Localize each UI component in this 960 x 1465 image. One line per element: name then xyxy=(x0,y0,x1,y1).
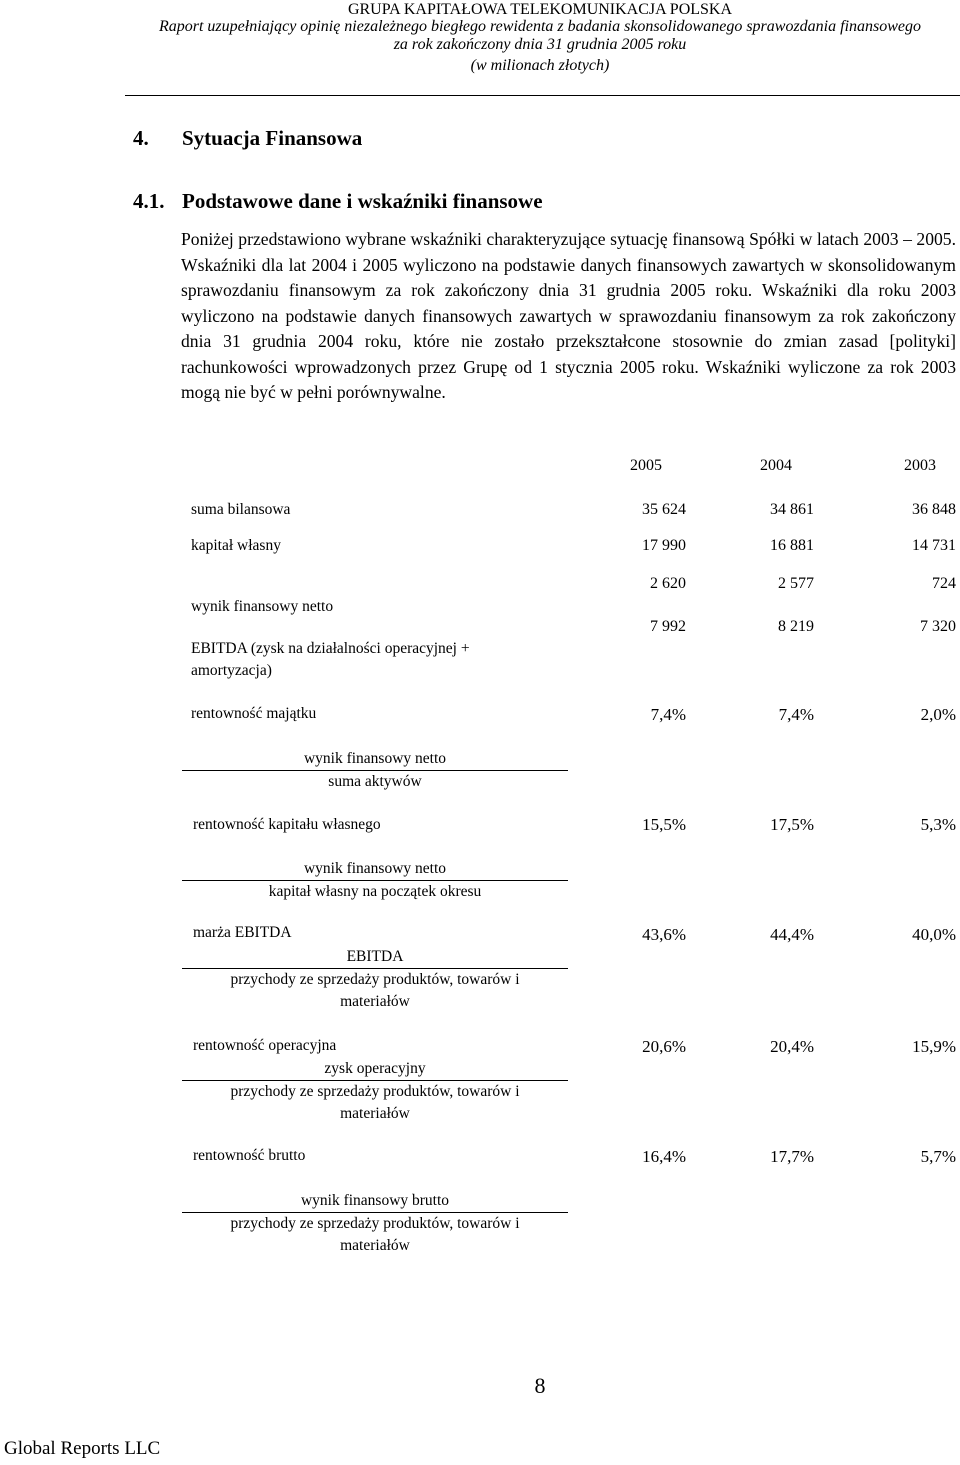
value-2005: 2 620 xyxy=(650,575,686,592)
formula-numerator: zysk operacyjny xyxy=(324,1060,426,1077)
row-label: wynik finansowy netto xyxy=(191,598,334,615)
section-number: 4. xyxy=(133,126,149,150)
ratio-2005: 15,5% xyxy=(642,815,686,834)
formula-numerator: EBITDA xyxy=(346,948,404,965)
ratio-2003: 2,0% xyxy=(920,705,956,724)
page-number: 8 xyxy=(534,1373,546,1398)
value-2003: 36 848 xyxy=(912,501,956,518)
ratio-label: marża EBITDA xyxy=(193,924,292,941)
header-rule xyxy=(125,95,960,96)
ratio-2003: 15,9% xyxy=(912,1037,956,1056)
ratio-formula xyxy=(182,1190,568,1257)
value-2004: 16 881 xyxy=(770,537,814,554)
ratio-2005: 16,4% xyxy=(642,1147,686,1166)
ratio-2004: 17,5% xyxy=(770,815,814,834)
row-label: kapitał własny xyxy=(191,537,281,554)
ratio-2004: 20,4% xyxy=(770,1037,814,1056)
formula-denominator: przychody ze sprzedaży produktów, towarów i materiałów xyxy=(230,971,520,1010)
row-label: EBITDA (zysk na działalności operacyjnej + amortyzacja) xyxy=(191,640,470,679)
ratio-2003: 40,0% xyxy=(912,925,956,944)
value-2004: 2 577 xyxy=(778,575,814,592)
year-header: 2004 xyxy=(760,457,792,474)
ratio-label: rentowność kapitału własnego xyxy=(193,816,381,833)
ratio-2005: 7,4% xyxy=(650,705,686,724)
value-2004: 8 219 xyxy=(778,618,814,635)
ratio-2003: 5,3% xyxy=(920,815,956,834)
ratio-2004: 44,4% xyxy=(770,925,814,944)
ratio-label: rentowność brutto xyxy=(193,1147,306,1164)
intro-paragraph: Poniżej przedstawiono wybrane wskaźniki charakteryzujące sytuację finansową Spółki w latach 2003 – 2005. Wskaźniki dla lat 2004 i 2005 wyliczono na podstawie danych finansowych zawartych w skonsolidowanym sprawozdaniu finansowym za rok zakończony dnia 31 grudnia 2005 roku. Wskaźniki dla roku 2003 wyliczono na podstawie danych finansowych zawartych w sprawozdaniu finansowym za rok zakończony dnia 31 grudnia 2004 roku, które nie zostało przekształcone stosownie do zmian zasad [polityki] rachunkowości wprowadzonych przez Grupę od 1 stycznia 2005 roku. Wskaźniki wyliczone za rok 2003 mogą nie być w pełni porównywalne. xyxy=(181,229,956,402)
ratio-formula xyxy=(182,1058,568,1125)
header-group-name: GRUPA KAPITAŁOWA TELEKOMUNIKACJA POLSKA xyxy=(347,1,733,18)
ratio-formula xyxy=(182,946,568,1013)
value-2003: 14 731 xyxy=(912,537,956,554)
subsection-number: 4.1. xyxy=(133,189,165,213)
row-label: suma bilansowa xyxy=(191,501,291,518)
value-2003: 724 xyxy=(932,575,956,592)
section-title: Sytuacja Finansowa xyxy=(182,126,363,150)
formula-numerator: wynik finansowy netto xyxy=(303,750,447,767)
year-header: 2005 xyxy=(630,457,662,474)
header-period: za rok zakończony dnia 31 grudnia 2005 roku xyxy=(393,36,687,53)
header-report-title: Raport uzupełniający opinię niezależnego biegłego rewidenta z badania skonsolidowanego sprawozdania finansowego xyxy=(158,18,922,35)
value-2005: 17 990 xyxy=(642,537,686,554)
ratio-2004: 7,4% xyxy=(778,705,814,724)
year-header: 2003 xyxy=(904,457,936,474)
value-2005: 7 992 xyxy=(650,618,686,635)
value-2004: 34 861 xyxy=(770,501,814,518)
formula-denominator: przychody ze sprzedaży produktów, towarów i materiałów xyxy=(230,1215,520,1254)
ratio-2005: 43,6% xyxy=(642,925,686,944)
ratio-formula xyxy=(182,858,568,903)
ratio-label: rentowność operacyjna xyxy=(193,1037,337,1054)
header-units: (w milionach złotych) xyxy=(470,57,610,74)
footer-text: Global Reports LLC xyxy=(4,1438,161,1459)
formula-numerator: wynik finansowy brutto xyxy=(300,1192,450,1209)
formula-numerator: wynik finansowy netto xyxy=(303,860,447,877)
subsection-title: Podstawowe dane i wskaźniki finansowe xyxy=(182,189,543,213)
ratio-formula xyxy=(182,748,568,793)
ratio-2004: 17,7% xyxy=(770,1147,814,1166)
formula-denominator: suma aktywów xyxy=(328,773,422,790)
value-2005: 35 624 xyxy=(642,501,686,518)
formula-denominator: kapitał własny na początek okresu xyxy=(268,883,482,900)
ratio-2003: 5,7% xyxy=(920,1147,956,1166)
formula-denominator: przychody ze sprzedaży produktów, towarów i materiałów xyxy=(230,1083,520,1122)
ratio-label: rentowność majątku xyxy=(191,705,317,722)
ratio-2005: 20,6% xyxy=(642,1037,686,1056)
value-2003: 7 320 xyxy=(920,618,956,635)
